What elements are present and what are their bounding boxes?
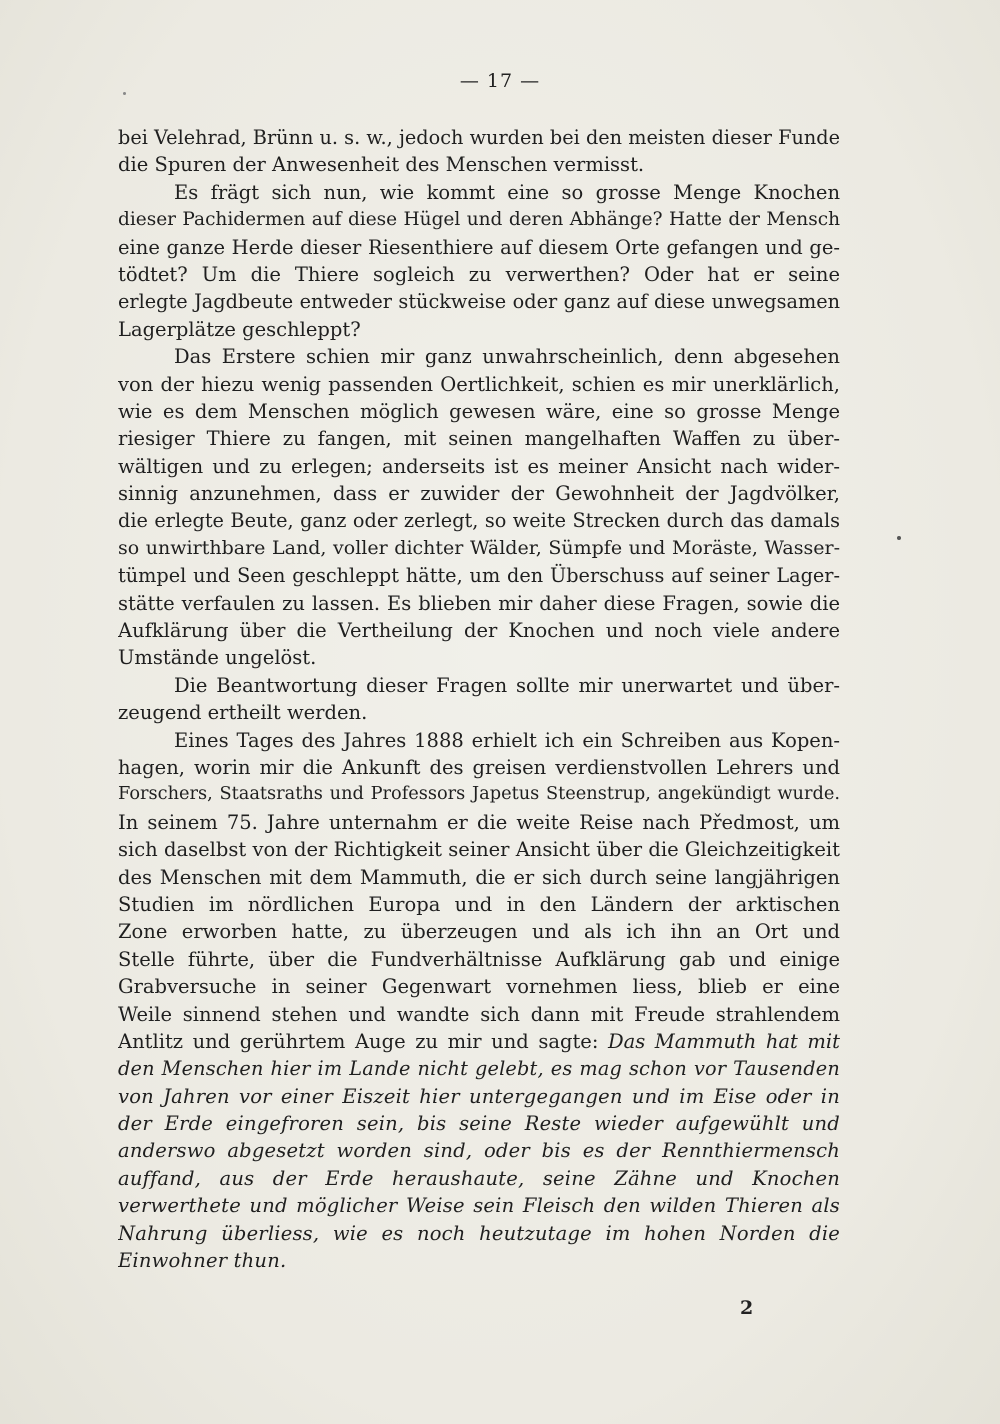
text-line: die erlegte Beute, ganz oder zerlegt, so weite Strecken durch das damals [118, 509, 840, 533]
text-line: Einwohner thun. [118, 1249, 287, 1273]
text-line: zeugend ertheilt werden. [118, 701, 368, 725]
text-line: den Menschen hier im Lande nicht gelebt, es mag schon vor Tausenden [118, 1057, 840, 1081]
text-line: Die Beantwortung dieser Fragen sollte mir unerwartet und über- [174, 673, 840, 697]
text-line: von der hiezu wenig passenden Oertlichkeit, schien es mir unerklärlich, [118, 372, 840, 396]
text-line [118, 1028, 840, 1055]
text-line: die Spuren der Anwesenheit des Menschen vermisst. [118, 153, 645, 177]
text-line: Nahrung überliess, wie es noch heutzutage im hohen Norden die [118, 1221, 840, 1245]
text-line-italic: Das Mammuth hat mit [607, 1029, 840, 1053]
text-line: Aufklärung über die Vertheilung der Knochen und noch viele andere [118, 619, 840, 643]
text-line: erlegte Jagdbeute entweder stückweise oder ganz auf diese unwegsamen [118, 290, 840, 314]
text-line: von Jahren vor einer Eiszeit hier untergegangen und im Eise oder in [118, 1084, 840, 1108]
text-line: so unwirthbare Land, voller dichter Wälder, Sümpfe und Moräste, Wasser- [118, 536, 840, 559]
text-line: Eines Tages des Jahres 1888 erhielt ich ein Schreiben aus Kopen- [174, 728, 840, 752]
body-text [118, 124, 840, 1274]
text-line: Forschers, Staatsraths und Professors Japetus Steenstrup, angekündigt wurde. [118, 784, 840, 805]
text-line: Weile sinnend stehen und wandte sich dann mit Freude strahlendem [118, 1002, 840, 1026]
text-line: Es frägt sich nun, wie kommt eine so grosse Menge Knochen [174, 180, 840, 204]
text-line: sinnig anzunehmen, dass er zuwider der Gewohnheit der Jagdvölker, [118, 482, 840, 506]
text-line: stätte verfaulen zu lassen. Es blieben mir daher diese Fragen, sowie die [118, 591, 840, 615]
signature-mark: 2 [740, 1297, 754, 1319]
text-line: auffand, aus der Erde heraushaute, seine Zähne und Knochen [118, 1166, 840, 1190]
text-line: bei Velehrad, Brünn u. s. w., jedoch wurden bei den meisten dieser Funde [118, 126, 840, 149]
text-line: Lagerplätze geschleppt? [118, 317, 361, 341]
text-line: hagen, worin mir die Ankunft des greisen verdienstvollen Lehrers und [118, 755, 840, 779]
text-line: des Menschen mit dem Mammuth, die er sich durch seine langjährigen [118, 865, 840, 889]
print-speck [897, 536, 901, 540]
text-line: tümpel und Seen geschleppt hätte, um den Überschuss auf seiner Lager- [118, 564, 840, 588]
text-line: tödtet? Um die Thiere sogleich zu verwerthen? Oder hat er seine [118, 262, 840, 286]
text-line: Zone erworben hatte, zu überzeugen und als ich ihn an Ort und [118, 920, 840, 944]
text-line: sich daselbst von der Richtigkeit seiner Ansicht über die Gleichzeitigkeit [118, 838, 840, 862]
text-line: der Erde eingefroren sein, bis seine Reste wieder aufgewühlt und [118, 1112, 840, 1136]
page-number: — 17 — [459, 70, 541, 92]
text-line: verwerthete und möglicher Weise sein Fleisch den wilden Thieren als [118, 1194, 840, 1218]
text-line: eine ganze Herde dieser Riesenthiere auf diesem Orte gefangen und ge- [118, 235, 840, 259]
text-line: riesiger Thiere zu fangen, mit seinen mangelhaften Waffen zu über- [118, 427, 840, 451]
text-line: wältigen und zu erlegen; anderseits ist es meiner Ansicht nach wider- [118, 454, 840, 478]
print-speck [123, 92, 126, 95]
text-line: Studien im nördlichen Europa und in den Ländern der arktischen [118, 892, 840, 916]
text-line: Umstände ungelöst. [118, 646, 317, 670]
text-line: Stelle führte, über die Fundverhältnisse Aufklärung gab und einige [118, 947, 840, 971]
text-line: Das Erstere schien mir ganz unwahrscheinlich, denn abgesehen [174, 345, 840, 369]
text-line: In seinem 75. Jahre unternahm er die weite Reise nach Předmost, um [118, 810, 840, 834]
text-line-upright: Antlitz und gerührtem Auge zu mir und sagte: [118, 1029, 608, 1053]
text-line: wie es dem Menschen möglich gewesen wäre, eine so grosse Menge [118, 399, 840, 423]
text-line: dieser Pachidermen auf diese Hügel und deren Abhänge? Hatte der Mensch [118, 209, 840, 231]
text-line: anderswo abgesetzt worden sind, oder bis es der Rennthiermensch [118, 1139, 840, 1163]
text-line: Grabversuche in seiner Gegenwart vornehmen liess, blieb er eine [118, 975, 840, 999]
